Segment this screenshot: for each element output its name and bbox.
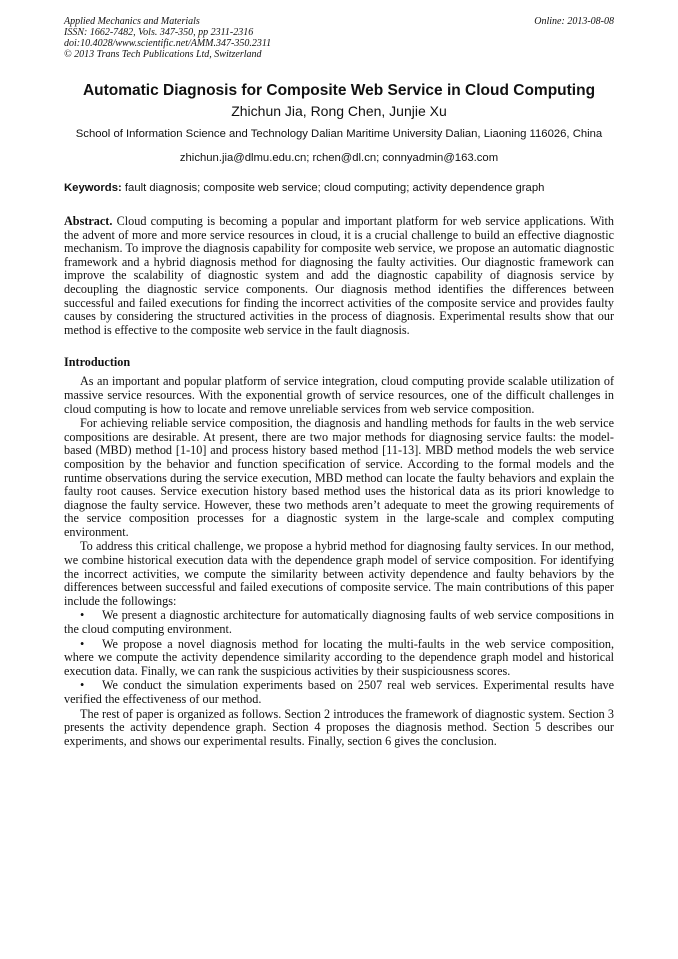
- intro-paragraph-1: As an important and popular platform of service integration, cloud computing provide scalable utilization of massive service resources. With the exponential growth of service resources, one of the difficult challenges in cloud computing is how to locate and remove unreliable services from web service composition.: [64, 374, 614, 416]
- contribution-bullet-3: [64, 679, 614, 706]
- intro-paragraph-2: For achieving reliable service composition, the diagnosis and handling methods for faults in the web service compositions are desirable. At present, there are two major methods for diagnosing service faults: the model-based (MBD) method [1-10] and process history based method [11-13]. MBD method models the web service composition by the behavior and function specification of service. According to the formal models and the runtime observations during the service execution, MBD method can locate the faulty behaviors and explain the faulty root causes. Service execution history based method uses the historical data as its priori knowledge to diagnose the faulty service. However, these two methods aren’t adequate to meet the growing requirements of the service composition processes for a diagnostic system in the large-scale and complex computing environment.: [64, 416, 614, 539]
- bullet-text: We conduct the simulation experiments based on 2507 real web services. Experimental results have verified the effectiveness of our method.: [64, 678, 614, 706]
- doi-line: doi:10.4028/www.scientific.net/AMM.347-350.2311: [64, 38, 272, 49]
- abstract-label: Abstract.: [64, 214, 113, 228]
- intro-closing-paragraph: The rest of paper is organized as follows. Section 2 introduces the framework of diagnostic system. Section 3 presents the activity dependence graph. Section 4 proposes the diagnosis method. Section 5 describes our experiments, and shows our experimental results. Finally, section 6 gives the conclusion.: [64, 706, 614, 748]
- abstract-text: Cloud computing is becoming a popular and important platform for web service applications. With the advent of more and more service resources in cloud, it is a crucial challenge to build an effective diagnostic mechanism. To improve the diagnosis capability for composite web service, we propose an automatic diagnostic framework and a hybrid diagnosis method for diagnosing the faulty activities. Our diagnostic framework can improve the scalability of diagnostic system and add the diagnostic capability of diagnosis service by decoupling the diagnostic service components. Our diagnosis method identifies the differences between successful and failed executions for finding the incorrect activities of the composite service and provides faulty causes by considering the structured activities in the process of diagnosis. Experimental results show that our method is effective to the composite web service in the fault diagnosis.: [64, 214, 614, 337]
- journal-name: Applied Mechanics and Materials: [64, 16, 200, 27]
- bullet-dot-icon: •: [80, 608, 85, 623]
- issn-line: ISSN: 1662-7482, Vols. 347-350, pp 2311-2316: [64, 27, 254, 38]
- abstract-paragraph: [64, 215, 614, 337]
- author-emails: zhichun.jia@dlmu.edu.cn; rchen@dl.cn; connyadmin@163.com: [179, 152, 499, 164]
- keywords-line: [64, 181, 614, 195]
- paper-title: Automatic Diagnosis for Composite Web Service in Cloud Computing: [82, 82, 596, 99]
- contribution-bullet-1: [64, 609, 614, 636]
- bullet-text: We propose a novel diagnosis method for locating the multi-faults in the web service composition, where we compute the activity dependence similarity according to the dependence graph model and historical execution data. Finally, we can rank the suspicious activities by their suspiciousness scores.: [64, 636, 614, 678]
- author-affiliation: School of Information Science and Technology Dalian Maritime University Dalian, Liaoning 116026, China: [75, 128, 603, 140]
- keywords-label: Keywords:: [64, 182, 122, 194]
- bullet-text: We present a diagnostic architecture for automatically diagnosing faults of web service compositions in the cloud computing environment.: [64, 608, 614, 637]
- paper-page: [64, 16, 614, 748]
- bullet-dot-icon: •: [80, 678, 85, 693]
- keywords-text: fault diagnosis; composite web service; cloud computing; activity dependence graph: [121, 182, 545, 194]
- section-heading-introduction: Introduction: [64, 355, 131, 370]
- intro-paragraph-3: To address this critical challenge, we propose a hybrid method for diagnosing faulty services. In our method, we combine historical execution data with the dependence graph model of service composition. For identifying the incorrect activities, we compute the similarity between activity dependence and faulty behaviors by the differences between successful and failed executions of composite service. The main contributions of this paper include the followings:: [64, 539, 614, 608]
- bullet-dot-icon: •: [80, 636, 85, 651]
- copyright-line: © 2013 Trans Tech Publications Ltd, Switzerland: [64, 49, 262, 60]
- contribution-bullet-2: [64, 638, 614, 679]
- online-date: Online: 2013-08-08: [534, 16, 614, 27]
- paper-authors: Zhichun Jia, Rong Chen, Junjie Xu: [231, 103, 447, 119]
- journal-header: [64, 16, 614, 64]
